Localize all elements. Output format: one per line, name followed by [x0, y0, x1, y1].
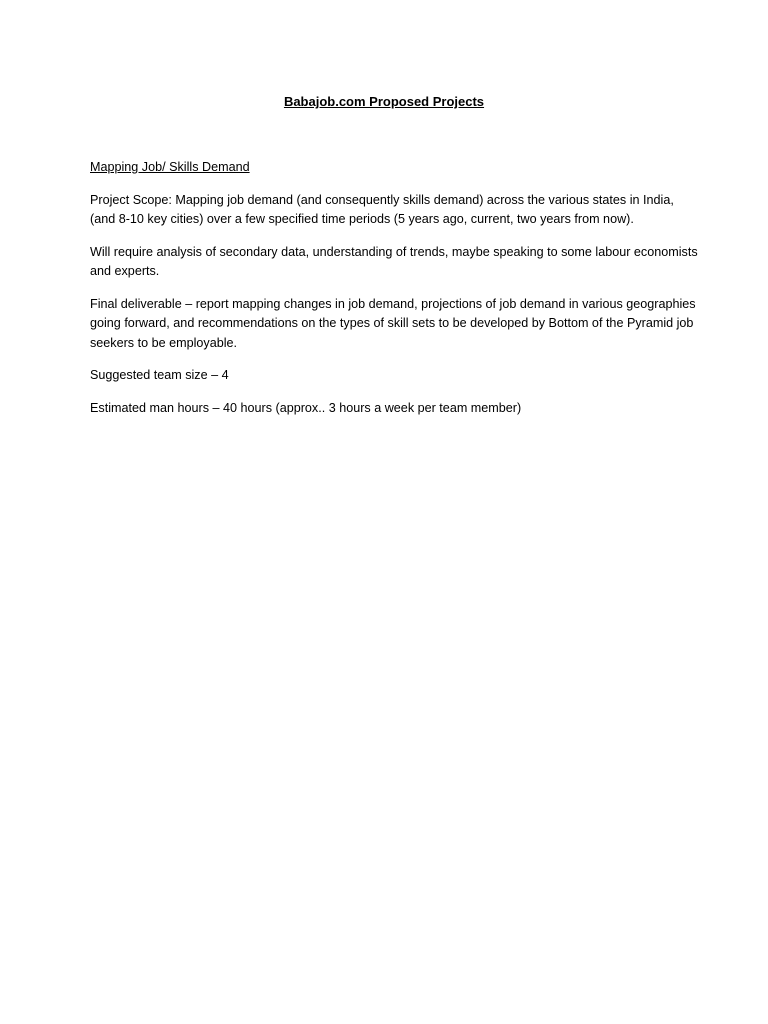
deliverable-paragraph: Final deliverable – report mapping changes in job demand, projections of job demand in various geographies going forward, and recommendations on the types of skill sets to be developed by Bottom of the Pyramid job seekers to be employable.: [90, 296, 696, 350]
man-hours-paragraph: Estimated man hours – 40 hours (approx.. 3 hours a week per team member): [90, 400, 522, 415]
requirements-paragraph: Will require analysis of secondary data, understanding of trends, maybe speaking to some labour economists and experts.: [90, 244, 698, 278]
project-scope-paragraph: Project Scope: Mapping job demand (and consequently skills demand) across the various states in India, (and 8-10 key cities) over a few specified time periods (5 years ago, current, two years from now).: [90, 192, 674, 226]
section-heading: Mapping Job/ Skills Demand: [90, 160, 250, 174]
document-body: [90, 158, 700, 431]
document-title: Babajob.com Proposed Projects: [283, 94, 485, 109]
team-size-paragraph: Suggested team size – 4: [90, 368, 229, 382]
